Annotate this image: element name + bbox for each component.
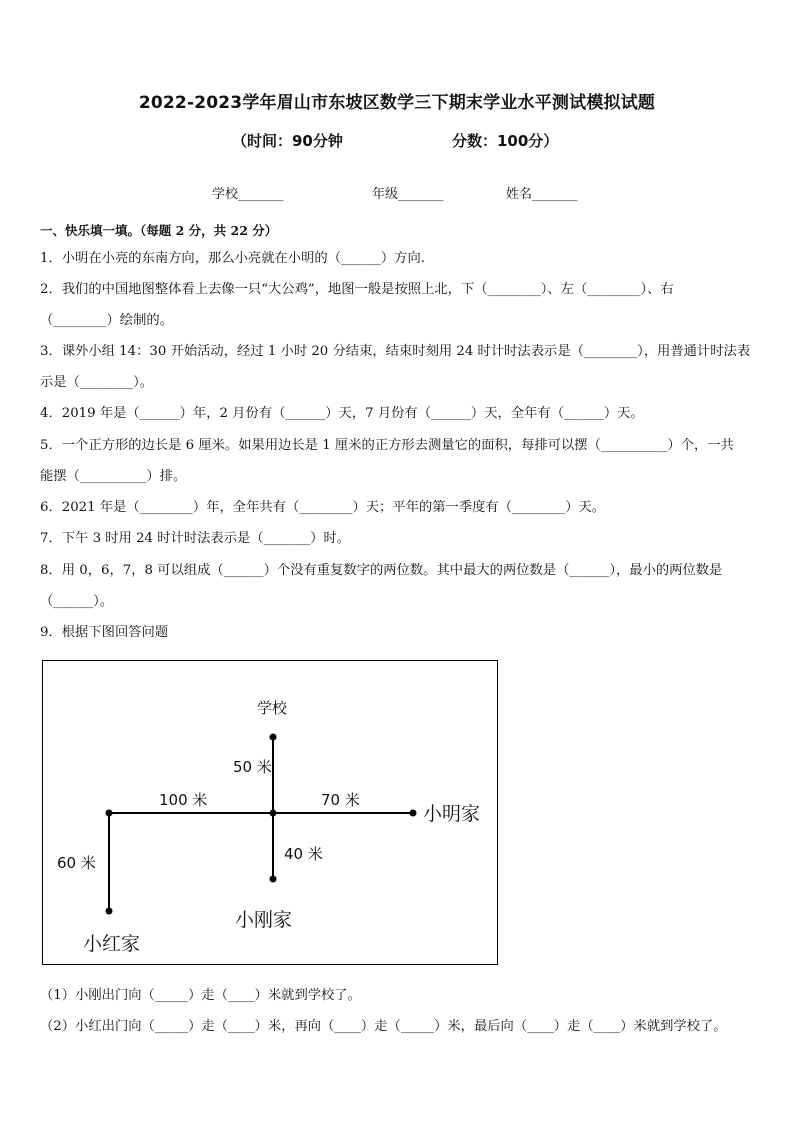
- label-60m: 60 米: [57, 854, 96, 872]
- score-label: 分数：100分）: [452, 132, 559, 150]
- question-2-line-1: 2．我们的中国地图整体看上去像一只“大公鸡”，地图一般是按照上北，下（________）、左（________）、右: [40, 282, 674, 297]
- question-3-line-2: 示是（________）。: [40, 375, 154, 390]
- question-1: 1．小明在小亮的东南方向，那么小亮就在小明的（______）方向.: [40, 251, 425, 266]
- center-point: [270, 810, 277, 817]
- route-diagram: [42, 660, 498, 965]
- label-xiaoming-home: 小明家: [423, 803, 481, 825]
- grade-field: 年级_______: [372, 187, 444, 202]
- question-7: 7．下午 3 时用 24 时计时法表示是（_______）时。: [40, 531, 351, 546]
- label-40m: 40 米: [284, 845, 323, 863]
- label-school: 学校: [257, 699, 288, 717]
- question-8-line-1: 8．用 0，6，7，8 可以组成（______）个没有重复数字的两位数。其中最大的两位数是（______），最小的两位数是: [40, 563, 723, 578]
- question-4: 4．2019 年是（______）年，2 月份有（______）天，7 月份有（______）天，全年有（______）天。: [40, 406, 644, 421]
- question-8-line-2: （______）。: [40, 594, 114, 609]
- label-100m: 100 米: [159, 791, 208, 809]
- label-50m: 50 米: [233, 758, 272, 776]
- school-point: [270, 734, 277, 741]
- question-9: 9．根据下图回答问题: [40, 625, 169, 640]
- question-5-line-1: 5．一个正方形的边长是 6 厘米。如果用边长是 1 厘米的正方形去测量它的面积，每排可以摆（__________）个，一共: [40, 438, 734, 453]
- question-2-line-2: （________）绘制的。: [40, 313, 173, 328]
- section-heading: 一、快乐填一填。（每题 2 分，共 22 分）: [40, 223, 278, 238]
- west-turn-point: [106, 810, 113, 817]
- xiaoming-home-point: [410, 810, 417, 817]
- label-xiaohong-home: 小红家: [83, 933, 141, 955]
- page-title: 2022-2023学年眉山市东坡区数学三下期末学业水平测试模拟试题: [138, 93, 656, 113]
- school-field: 学校_______: [212, 187, 284, 202]
- question-6: 6．2021 年是（________）年，全年共有（________）天；平年的第一季度有（________）天。: [40, 500, 606, 515]
- time-label: （时间：90分钟: [232, 132, 343, 150]
- xiaogang-home-point: [270, 876, 277, 883]
- label-70m: 70 米: [321, 791, 360, 809]
- question-5-line-2: 能摆（__________）排。: [40, 469, 187, 484]
- label-xiaogang-home: 小刚家: [235, 909, 293, 931]
- xiaohong-home-point: [106, 908, 113, 915]
- name-field: 姓名_______: [506, 187, 578, 202]
- question-9-part-2: （2）小红出门向（_____）走（____）米，再向（____）走（_____）米，最后向（____）走（____）米就到学校了。: [40, 1019, 727, 1034]
- question-9-part-1: （1）小刚出门向（_____）走（____）米就到学校了。: [40, 988, 361, 1003]
- question-3-line-1: 3．课外小组 14：30 开始活动，经过 1 小时 20 分结束，结束时刻用 24 时计时法表示是（________），用普通计时法表: [40, 344, 751, 359]
